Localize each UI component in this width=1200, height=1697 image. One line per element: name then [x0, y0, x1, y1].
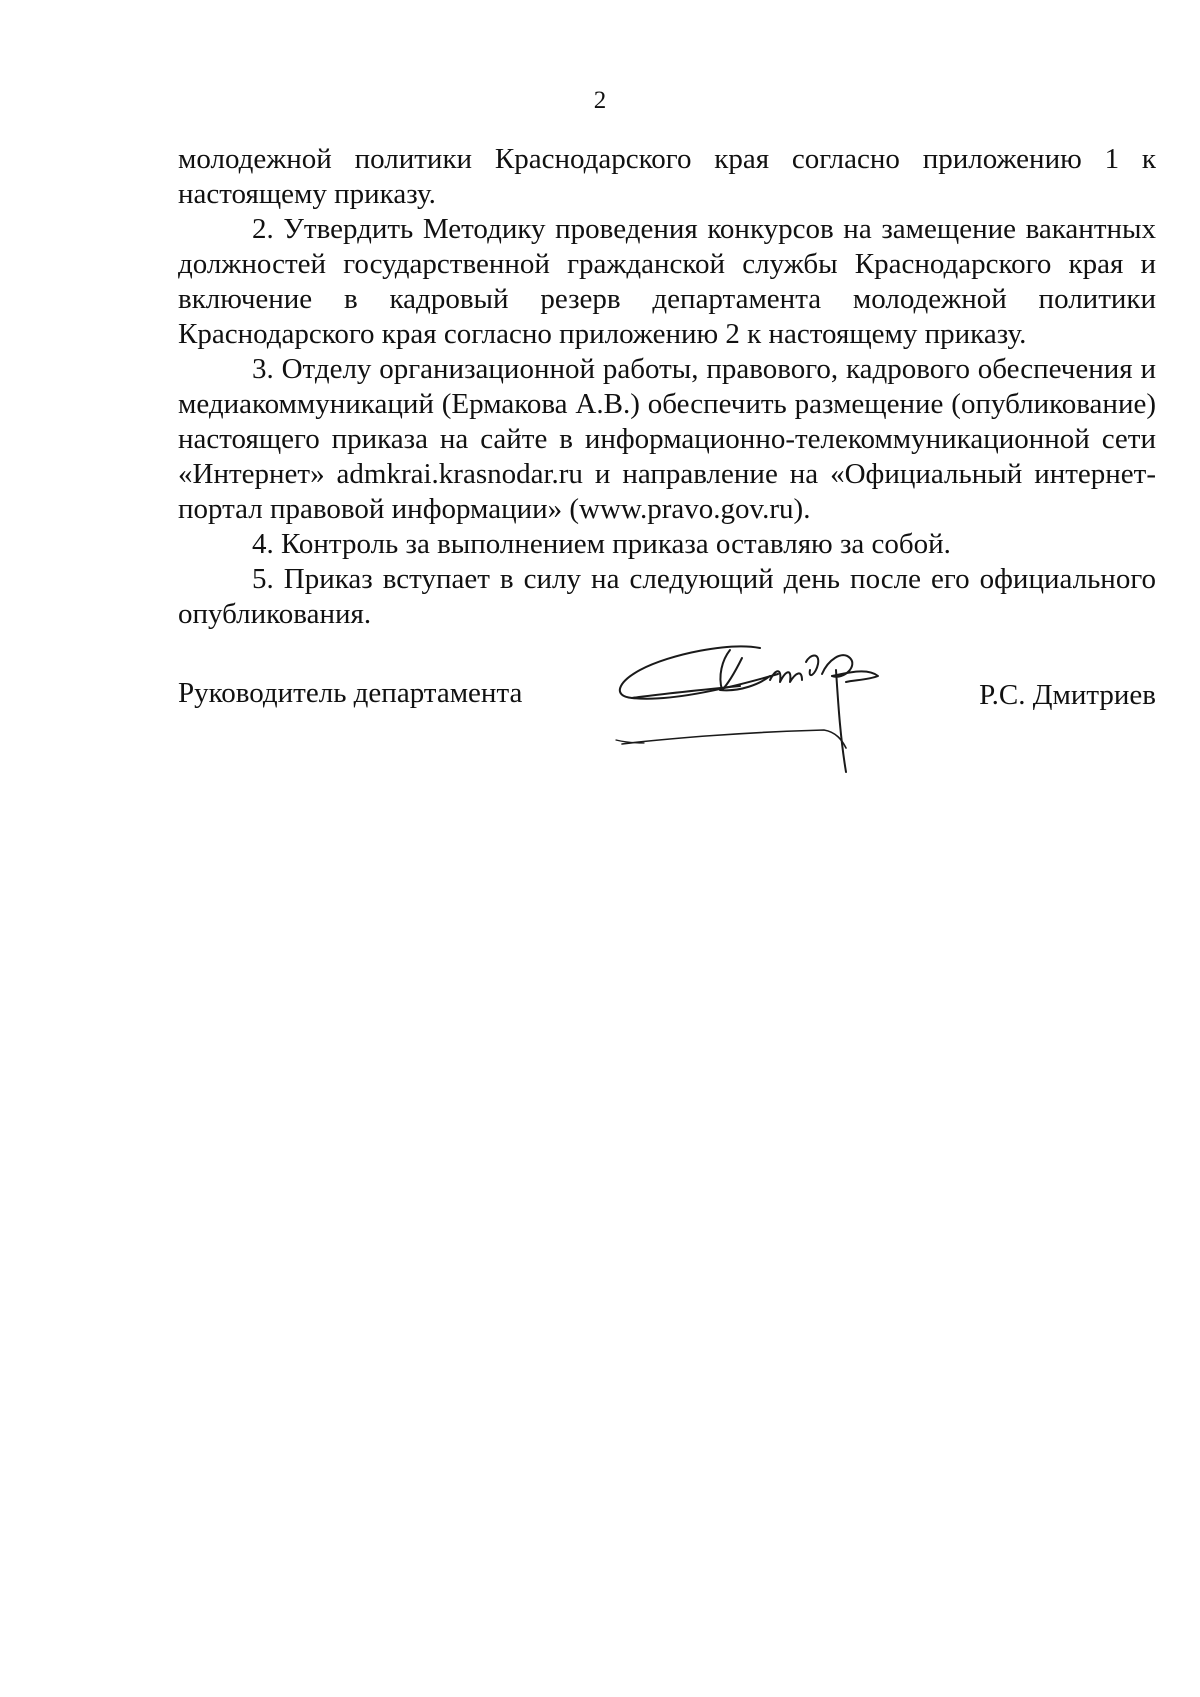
signatory-position: Руководитель департамента	[178, 677, 523, 709]
paragraph-continuation: молодежной политики Краснодарского края согласно приложению 1 к настоящему приказу.	[178, 143, 1156, 210]
signatory-name: Р.С. Дмитриев	[979, 679, 1156, 711]
handwritten-signature	[610, 640, 910, 780]
paragraph-item-4: 4. Контроль за выполнением приказа оставляю за собой.	[252, 528, 951, 560]
paragraph-item-2: 2. Утвердить Методику проведения конкурсов на замещение вакантных должностей государственной гражданской службы Краснодарского края и включение в кадровый резерв департамента молодежной политики Краснодарского края согласно приложению 2 к настоящему приказу.	[178, 213, 1156, 350]
document-body	[178, 142, 1156, 632]
signature-block	[178, 640, 1156, 770]
paragraph-item-3: 3. Отделу организационной работы, правового, кадрового обеспечения и медиакоммуникаций (Ермакова А.В.) обеспечить размещение (опубликование) настоящего приказа на сайте в информационно-телекоммуникационной сети «Интернет» admkrai.krasnodar.ru и направление на «Официальный интернет-портал правовой информации» (www.pravo.gov.ru).	[178, 353, 1156, 525]
paragraph-item-5: 5. Приказ вступает в силу на следующий день после его официального опубликования.	[178, 563, 1156, 630]
page-number: 2	[593, 87, 607, 114]
